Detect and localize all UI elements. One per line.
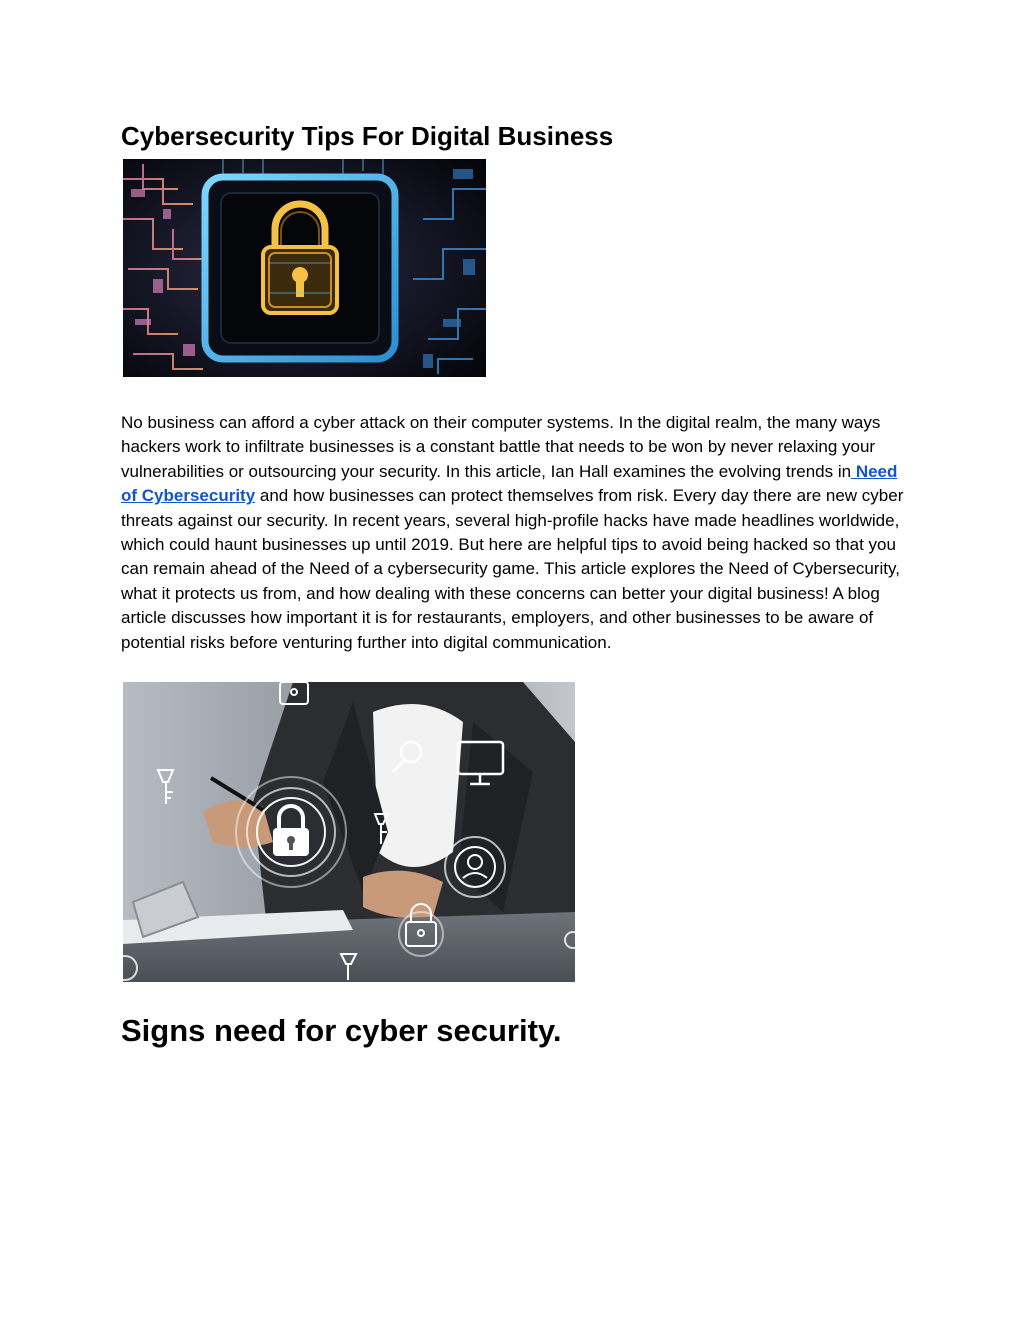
section-heading: Signs need for cyber security. (121, 1013, 562, 1048)
cybersecurity-lock-chip-image (123, 159, 486, 377)
lock-chip-illustration (123, 159, 486, 377)
intro-text-before-link: No business can afford a cyber attack on their computer systems. In the digital realm, the many ways hackers work to infiltrate businesses is a constant battle that needs to be won by never relaxing your vulnerabilities or outsourcing your security. In this article, Ian Hall examines the evolving trends in (121, 413, 881, 481)
intro-text-after-link: and how businesses can protect themselves from risk. Every day there are new cyber threats against our security. In recent years, several high-profile hacks have made headlines worldwide, which could haunt businesses up until 2019. But here are helpful tips to avoid being hacked so that you can remain ahead of the Need of a cybersecurity game. This article explores the Need of Cybersecurity, what it protects us from, and how dealing with these concerns can better your digital business! A blog article discusses how important it is for restaurants, employers, and other businesses to be aware of potential risks before venturing further into digital communication. (121, 486, 904, 652)
intro-paragraph (121, 411, 911, 655)
business-person-illustration (123, 682, 575, 982)
business-person-security-icons-image (123, 682, 575, 982)
need-of-cybersecurity-link[interactable]: Need of Cybersecurity (121, 461, 898, 506)
document-title: Cybersecurity Tips For Digital Business (121, 121, 614, 151)
